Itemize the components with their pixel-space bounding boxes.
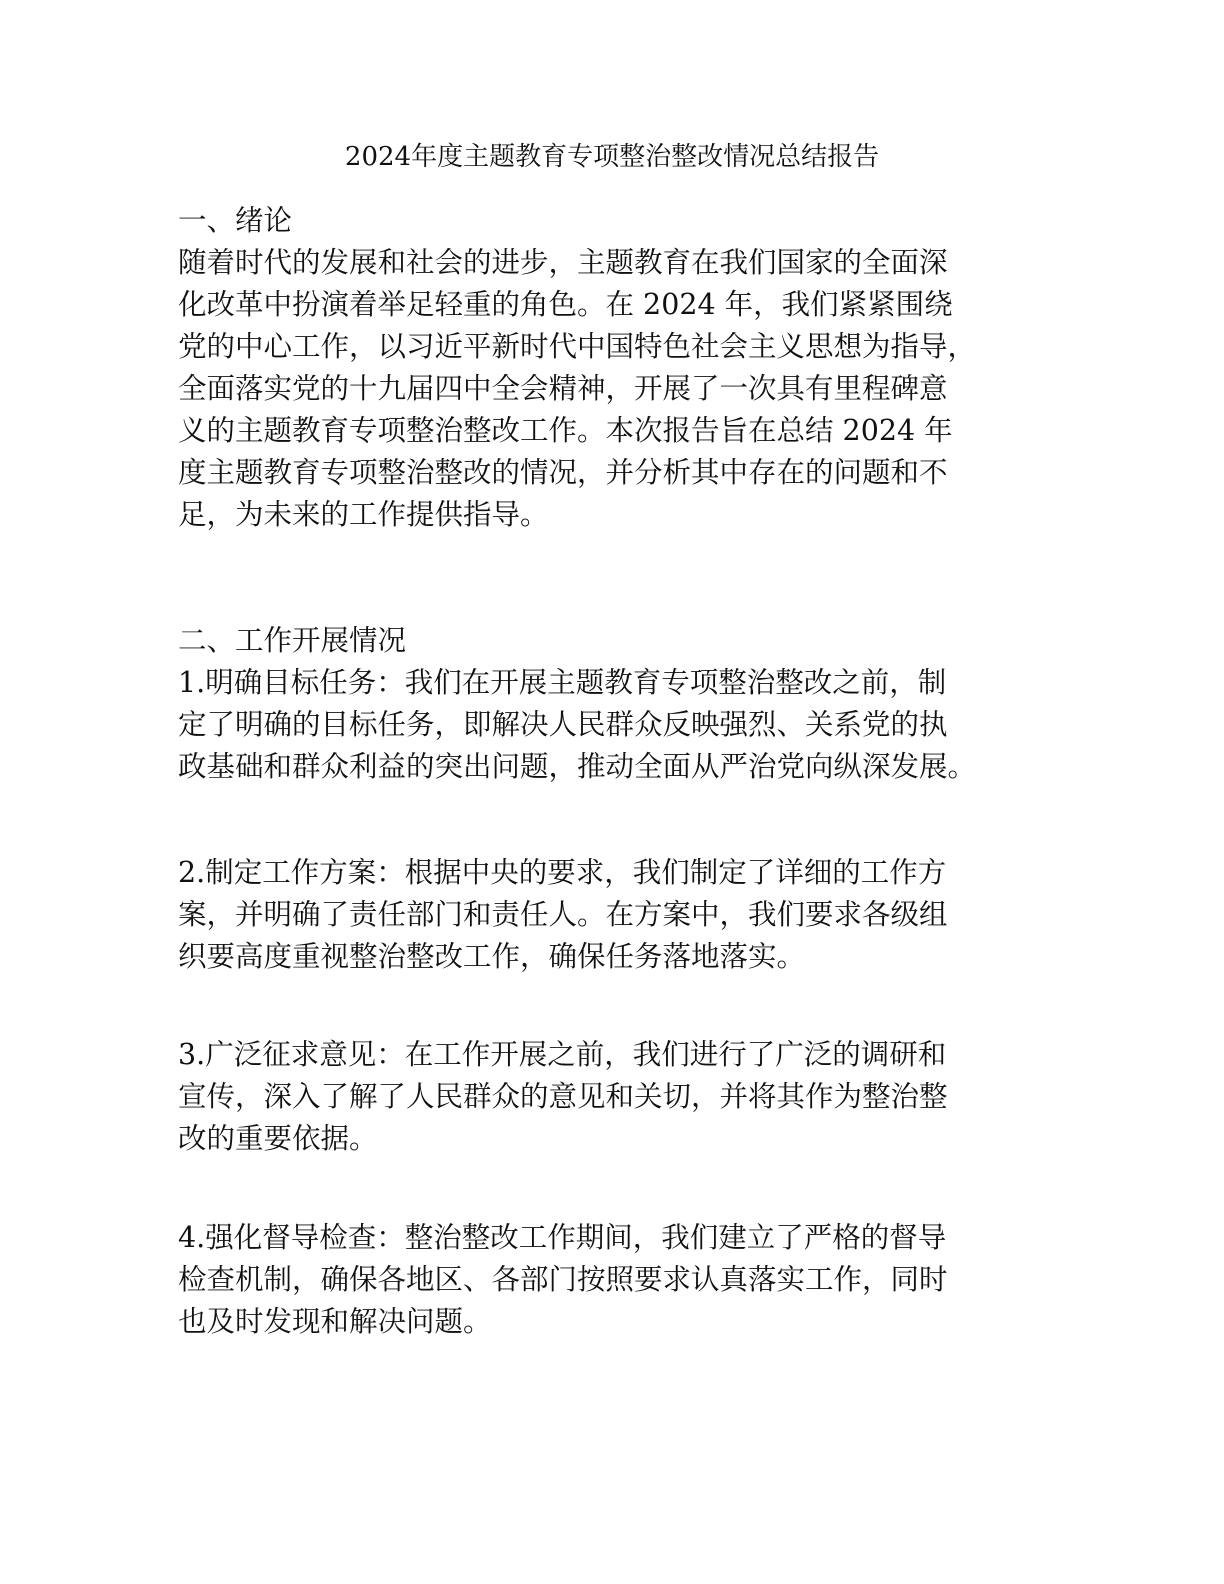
list-item (178, 852, 1078, 978)
paragraph-line: 度主题教育专项整治整改的情况，并分析其中存在的问题和不 (178, 456, 948, 489)
list-item (178, 1217, 1078, 1343)
section-introduction (178, 200, 1078, 536)
list-item-line: 4.强化督导检查：整治整改工作期间，我们建立了严格的督导 (178, 1221, 947, 1254)
list-item-line: 政基础和群众利益的突出问题，推动全面从严治党向纵深发展。 (178, 750, 977, 783)
list-item-line: 1.明确目标任务：我们在开展主题教育专项整治整改之前，制 (178, 666, 947, 699)
section-work-progress (178, 620, 1078, 788)
list-item-line: 案，并明确了责任部门和责任人。在方案中，我们要求各级组 (178, 898, 948, 931)
list-item-line: 检查机制，确保各地区、各部门按照要求认真落实工作，同时 (178, 1263, 948, 1296)
list-item-line: 定了明确的目标任务，即解决人民群众反映强烈、关系党的执 (178, 708, 948, 741)
paragraph-line: 足，为未来的工作提供指导。 (178, 498, 549, 531)
list-item-line: 也及时发现和解决问题。 (178, 1305, 492, 1338)
list-item-line: 织要高度重视整治整改工作，确保任务落地落实。 (178, 940, 806, 973)
paragraph-line: 化改革中扮演着举足轻重的角色。在 2024 年，我们紧紧围绕 (178, 288, 953, 321)
list-item (178, 1034, 1078, 1160)
section-heading: 一、绪论 (178, 204, 293, 237)
list-item-line: 2.制定工作方案：根据中央的要求，我们制定了详细的工作方 (178, 856, 947, 889)
paragraph-line: 党的中心工作，以习近平新时代中国特色社会主义思想为指导， (178, 330, 977, 363)
section-heading: 二、工作开展情况 (178, 624, 407, 657)
list-item-line: 改的重要依据。 (178, 1122, 378, 1155)
list-item-line: 3.广泛征求意见：在工作开展之前，我们进行了广泛的调研和 (178, 1038, 947, 1071)
paragraph-line: 义的主题教育专项整治整改工作。本次报告旨在总结 2024 年 (178, 414, 953, 447)
paragraph-line: 随着时代的发展和社会的进步，主题教育在我们国家的全面深 (178, 246, 948, 279)
paragraph-line: 全面落实党的十九届四中全会精神，开展了一次具有里程碑意 (178, 372, 948, 405)
list-item-line: 宣传，深入了解了人民群众的意见和关切，并将其作为整治整 (178, 1080, 948, 1113)
document-title: 2024年度主题教育专项整治整改情况总结报告 (344, 142, 880, 172)
